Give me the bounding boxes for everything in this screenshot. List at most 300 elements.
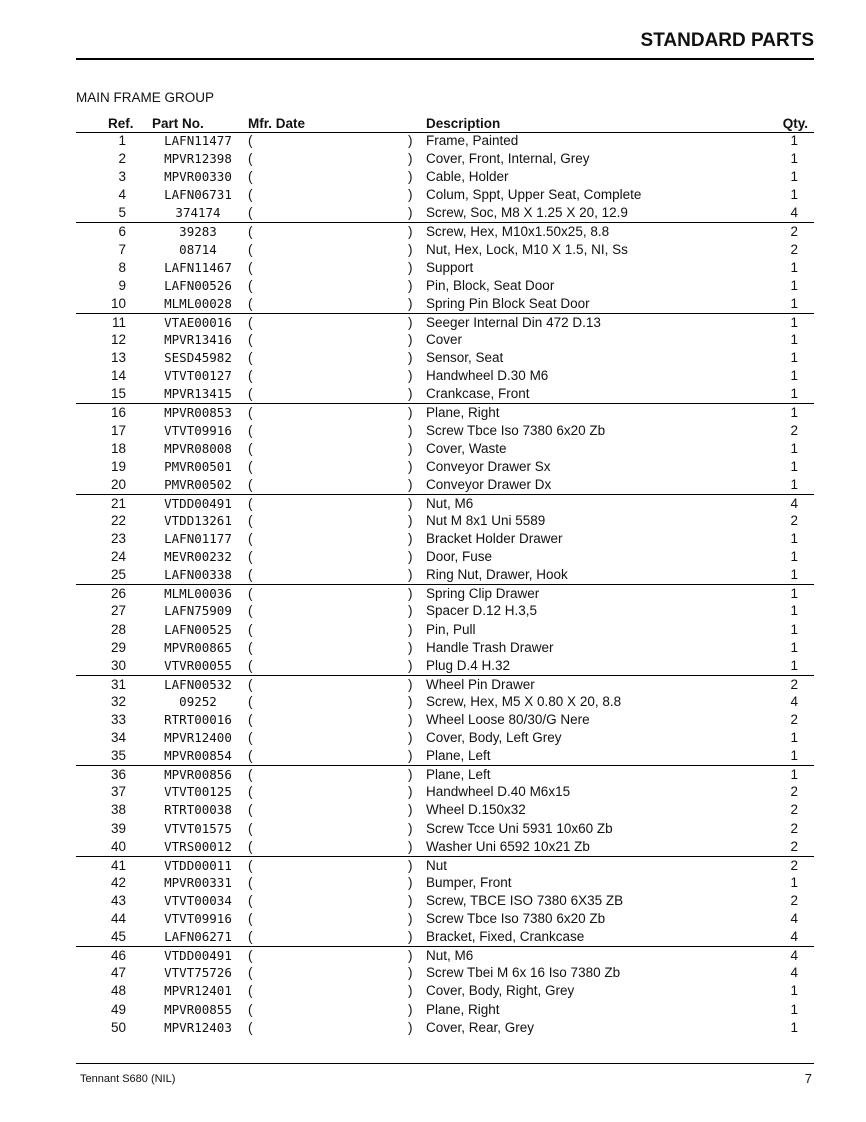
description-cell: Screw, Hex, M10x1.50x25, 8.8 [426, 224, 610, 240]
date-open-paren: ( [248, 820, 253, 836]
part-number-cell: MPVR00865 [164, 639, 232, 655]
date-open-paren: ( [248, 983, 253, 999]
description-cell: Cover, Body, Left Grey [426, 730, 562, 746]
date-open-paren: ( [248, 277, 253, 293]
date-close-paren: ) [408, 422, 413, 438]
part-number-cell: VTDD00011 [164, 857, 232, 873]
description-cell: Crankcase, Front [426, 386, 530, 402]
part-number-cell: LAFN00526 [164, 277, 232, 293]
description-cell: Cover, Body, Right, Grey [426, 983, 575, 999]
date-open-paren: ( [248, 476, 253, 492]
qty-cell: 1 [790, 1019, 798, 1035]
date-open-paren: ( [248, 405, 253, 421]
qty-cell: 1 [790, 314, 798, 330]
description-cell: Screw, Soc, M8 X 1.25 X 20, 12.9 [426, 205, 628, 221]
ref-cell: 8 [118, 259, 126, 275]
qty-cell: 1 [790, 368, 798, 384]
description-cell: Nut [426, 857, 448, 873]
date-open-paren: ( [248, 929, 253, 945]
date-close-paren: ) [408, 838, 413, 854]
date-open-paren: ( [248, 169, 253, 185]
date-close-paren: ) [408, 603, 413, 619]
part-number-cell: SESD45982 [164, 350, 232, 366]
ref-cell: 39 [110, 820, 126, 836]
footer-doc: Tennant S680 (NIL) [80, 1073, 176, 1085]
date-close-paren: ) [408, 676, 413, 692]
qty-cell: 2 [790, 241, 798, 257]
qty-cell: 1 [790, 767, 798, 783]
part-number-cell: VTDD00491 [164, 495, 232, 511]
table-row [76, 856, 814, 874]
col-header-ref: Ref. [108, 116, 134, 131]
date-close-paren: ) [408, 332, 413, 348]
qty-cell: 1 [790, 531, 798, 547]
part-number-cell: MPVR00856 [164, 767, 232, 783]
ref-cell: 45 [110, 929, 126, 945]
ref-cell: 44 [110, 911, 126, 927]
table-row [76, 440, 814, 458]
date-close-paren: ) [408, 857, 413, 873]
description-cell: Washer Uni 6592 10x21 Zb [426, 838, 590, 854]
table-row [76, 385, 814, 403]
table-row [76, 458, 814, 476]
ref-cell: 26 [110, 586, 126, 602]
ref-cell: 31 [110, 676, 126, 692]
qty-cell: 1 [790, 259, 798, 275]
part-number-cell: 08714 [179, 241, 217, 257]
table-row [76, 331, 814, 349]
date-open-paren: ( [248, 892, 253, 908]
date-open-paren: ( [248, 676, 253, 692]
date-close-paren: ) [408, 820, 413, 836]
part-number-cell: RTRT00038 [164, 802, 232, 818]
col-header-part: Part No. [152, 116, 204, 131]
part-number-cell: VTVT09916 [164, 422, 232, 438]
date-open-paren: ( [248, 767, 253, 783]
date-open-paren: ( [248, 838, 253, 854]
ref-cell: 3 [118, 169, 126, 185]
description-cell: Wheel D.150x32 [426, 802, 526, 818]
date-open-paren: ( [248, 350, 253, 366]
part-number-cell: PMVR00501 [164, 458, 232, 474]
description-cell: Screw Tbei M 6x 16 Iso 7380 Zb [426, 965, 621, 981]
description-cell: Handle Trash Drawer [426, 639, 554, 655]
date-close-paren: ) [408, 748, 413, 764]
part-number-cell: MPVR00854 [164, 748, 232, 764]
part-number-cell: MPVR12403 [164, 1019, 232, 1035]
ref-cell: 7 [118, 241, 126, 257]
date-close-paren: ) [408, 965, 413, 981]
part-number-cell: MPVR00855 [164, 1001, 232, 1017]
table-row [76, 566, 814, 584]
col-header-qty: Qty. [782, 116, 808, 131]
date-open-paren: ( [248, 948, 253, 964]
date-close-paren: ) [408, 169, 413, 185]
qty-cell: 1 [790, 603, 798, 619]
description-cell: Pin, Pull [426, 621, 476, 637]
group-title: MAIN FRAME GROUP [76, 90, 215, 105]
ref-cell: 43 [110, 892, 126, 908]
ref-cell: 20 [110, 476, 126, 492]
table-row [76, 621, 814, 639]
description-cell: Spacer D.12 H.3,5 [426, 603, 538, 619]
description-cell: Seeger Internal Din 472 D.13 [426, 314, 601, 330]
date-close-paren: ) [408, 621, 413, 637]
table-row [76, 874, 814, 892]
qty-cell: 4 [790, 948, 798, 964]
date-close-paren: ) [408, 911, 413, 927]
part-number-cell: VTRS00012 [164, 838, 232, 854]
qty-cell: 2 [790, 802, 798, 818]
ref-cell: 21 [110, 495, 126, 511]
table-row [76, 241, 814, 259]
ref-cell: 46 [110, 948, 126, 964]
qty-cell: 1 [790, 549, 798, 565]
date-close-paren: ) [408, 712, 413, 727]
description-cell: Conveyor Drawer Sx [426, 458, 551, 474]
date-open-paren: ( [248, 368, 253, 384]
table-row [76, 729, 814, 747]
qty-cell: 2 [790, 224, 798, 240]
date-close-paren: ) [408, 802, 413, 818]
top-divider [76, 58, 814, 60]
date-close-paren: ) [408, 187, 413, 203]
qty-cell: 4 [790, 965, 798, 981]
date-close-paren: ) [408, 929, 413, 945]
date-close-paren: ) [408, 767, 413, 783]
ref-cell: 50 [110, 1019, 126, 1035]
description-cell: Handwheel D.30 M6 [426, 368, 549, 384]
date-close-paren: ) [408, 386, 413, 402]
qty-cell: 1 [790, 1001, 798, 1017]
table-row [76, 964, 814, 982]
table-row [76, 602, 814, 620]
date-open-paren: ( [248, 603, 253, 619]
date-open-paren: ( [248, 422, 253, 438]
date-open-paren: ( [248, 531, 253, 547]
date-close-paren: ) [408, 440, 413, 456]
part-number-cell: VTVR00055 [164, 657, 232, 673]
table-row [76, 132, 814, 150]
date-close-paren: ) [408, 567, 413, 583]
date-close-paren: ) [408, 531, 413, 547]
date-open-paren: ( [248, 512, 253, 528]
date-open-paren: ( [248, 693, 253, 709]
date-close-paren: ) [408, 693, 413, 709]
ref-cell: 6 [118, 224, 126, 240]
table-row [76, 512, 814, 530]
qty-cell: 2 [790, 838, 798, 854]
qty-cell: 1 [790, 133, 798, 148]
part-number-cell: VTDD00491 [164, 948, 232, 964]
date-close-paren: ) [408, 350, 413, 366]
date-open-paren: ( [248, 567, 253, 583]
date-close-paren: ) [408, 241, 413, 257]
description-cell: Bumper, Front [426, 874, 512, 890]
ref-cell: 17 [110, 422, 126, 438]
table-row [76, 820, 814, 838]
description-cell: Plane, Left [426, 767, 491, 783]
qty-cell: 4 [790, 495, 798, 511]
qty-cell: 2 [790, 512, 798, 528]
ref-cell: 13 [110, 350, 126, 366]
ref-cell: 29 [110, 639, 126, 655]
date-close-paren: ) [408, 639, 413, 655]
part-number-cell: LAFN00525 [164, 621, 232, 637]
date-open-paren: ( [248, 784, 253, 800]
qty-cell: 1 [790, 983, 798, 999]
qty-cell: 4 [790, 929, 798, 945]
table-row [76, 910, 814, 928]
table-row [76, 150, 814, 168]
ref-cell: 40 [110, 838, 126, 854]
qty-cell: 2 [790, 422, 798, 438]
table-row [76, 494, 814, 512]
part-number-cell: MLML00036 [164, 586, 232, 602]
description-cell: Cover, Front, Internal, Grey [426, 151, 590, 167]
date-close-paren: ) [408, 730, 413, 746]
part-number-cell: VTVT01575 [164, 820, 232, 836]
date-open-paren: ( [248, 639, 253, 655]
table-row [76, 946, 814, 964]
ref-cell: 34 [110, 730, 126, 746]
description-cell: Handwheel D.40 M6x15 [426, 784, 571, 800]
col-header-desc: Description [426, 116, 501, 131]
date-close-paren: ) [408, 295, 413, 311]
date-open-paren: ( [248, 241, 253, 257]
part-number-cell: LAFN75909 [164, 603, 232, 619]
date-close-paren: ) [408, 512, 413, 528]
table-row [76, 403, 814, 421]
date-close-paren: ) [408, 948, 413, 964]
table-row [76, 747, 814, 765]
part-number-cell: VTVT00125 [164, 784, 232, 800]
description-cell: Spring Pin Block Seat Door [426, 295, 590, 311]
description-cell: Sensor, Seat [426, 350, 504, 366]
ref-cell: 9 [118, 277, 126, 293]
description-cell: Bracket Holder Drawer [426, 531, 563, 547]
date-close-paren: ) [408, 495, 413, 511]
table-row [76, 928, 814, 946]
part-number-cell: VTDD13261 [164, 512, 232, 528]
date-open-paren: ( [248, 657, 253, 673]
description-cell: Cover, Waste [426, 440, 507, 456]
qty-cell: 1 [790, 586, 798, 602]
table-row [76, 711, 814, 729]
date-open-paren: ( [248, 332, 253, 348]
page-title: STANDARD PARTS [640, 30, 814, 51]
description-cell: Door, Fuse [426, 549, 493, 565]
table-row [76, 639, 814, 657]
date-close-paren: ) [408, 1019, 413, 1035]
description-cell: Cover, Rear, Grey [426, 1019, 535, 1035]
date-open-paren: ( [248, 440, 253, 456]
table-row [76, 422, 814, 440]
date-open-paren: ( [248, 458, 253, 474]
qty-cell: 1 [790, 476, 798, 492]
part-number-cell: LAFN11467 [164, 259, 232, 275]
part-number-cell: 09252 [179, 693, 217, 709]
date-open-paren: ( [248, 1001, 253, 1017]
description-cell: Screw, Hex, M5 X 0.80 X 20, 8.8 [426, 693, 622, 709]
page-number: 7 [804, 1071, 812, 1086]
date-open-paren: ( [248, 187, 253, 203]
part-number-cell: PMVR00502 [164, 476, 232, 492]
table-row [76, 892, 814, 910]
bottom-divider [76, 1063, 814, 1064]
date-close-paren: ) [408, 586, 413, 602]
date-open-paren: ( [248, 314, 253, 330]
ref-cell: 30 [110, 657, 126, 673]
ref-cell: 28 [110, 621, 126, 637]
date-close-paren: ) [408, 784, 413, 800]
date-close-paren: ) [408, 224, 413, 240]
ref-cell: 5 [118, 205, 126, 221]
part-number-cell: MPVR12398 [164, 151, 232, 167]
ref-cell: 24 [110, 549, 126, 565]
table-row [76, 783, 814, 801]
ref-cell: 49 [110, 1001, 126, 1017]
ref-cell: 14 [110, 368, 126, 384]
description-cell: Plane, Right [426, 1001, 500, 1017]
description-cell: Cable, Holder [426, 169, 509, 185]
description-cell: Cover [426, 332, 463, 348]
ref-cell: 23 [110, 531, 126, 547]
ref-cell: 22 [110, 512, 126, 528]
qty-cell: 1 [790, 277, 798, 293]
table-row [76, 295, 814, 313]
date-close-paren: ) [408, 133, 413, 148]
ref-cell: 12 [110, 332, 126, 348]
qty-cell: 4 [790, 911, 798, 927]
description-cell: Conveyor Drawer Dx [426, 476, 552, 492]
date-open-paren: ( [248, 730, 253, 746]
date-close-paren: ) [408, 259, 413, 275]
ref-cell: 36 [110, 767, 126, 783]
date-close-paren: ) [408, 1001, 413, 1017]
description-cell: Nut M 8x1 Uni 5589 [426, 512, 546, 528]
description-cell: Colum, Sppt, Upper Seat, Complete [426, 187, 642, 203]
qty-cell: 1 [790, 151, 798, 167]
ref-cell: 27 [110, 603, 126, 619]
part-number-cell: MPVR13415 [164, 386, 232, 402]
ref-cell: 10 [110, 295, 126, 311]
table-row [76, 530, 814, 548]
table-row [76, 765, 814, 783]
qty-cell: 1 [790, 748, 798, 764]
ref-cell: 38 [110, 802, 126, 818]
table-row [76, 204, 814, 222]
date-open-paren: ( [248, 748, 253, 764]
description-cell: Ring Nut, Drawer, Hook [426, 567, 568, 583]
part-number-cell: LAFN00338 [164, 567, 232, 583]
part-number-cell: VTVT09916 [164, 911, 232, 927]
date-close-paren: ) [408, 205, 413, 221]
date-close-paren: ) [408, 874, 413, 890]
table-row [76, 186, 814, 204]
date-open-paren: ( [248, 224, 253, 240]
qty-cell: 1 [790, 458, 798, 474]
date-open-paren: ( [248, 621, 253, 637]
part-number-cell: VTVT00127 [164, 368, 232, 384]
ref-cell: 15 [110, 386, 126, 402]
qty-cell: 1 [790, 386, 798, 402]
qty-cell: 2 [790, 712, 798, 727]
description-cell: Nut, M6 [426, 948, 474, 964]
table-row [76, 801, 814, 819]
ref-cell: 33 [110, 712, 126, 727]
ref-cell: 18 [110, 440, 126, 456]
qty-cell: 2 [790, 892, 798, 908]
qty-cell: 1 [790, 567, 798, 583]
date-open-paren: ( [248, 857, 253, 873]
part-number-cell: 374174 [175, 205, 221, 221]
date-open-paren: ( [248, 151, 253, 167]
qty-cell: 4 [790, 693, 798, 709]
description-cell: Support [426, 259, 474, 275]
qty-cell: 2 [790, 784, 798, 800]
table-row [76, 657, 814, 675]
date-open-paren: ( [248, 965, 253, 981]
part-number-cell: LAFN06731 [164, 187, 232, 203]
date-close-paren: ) [408, 314, 413, 330]
part-number-cell: MPVR00331 [164, 874, 232, 890]
part-number-cell: VTVT00034 [164, 892, 232, 908]
date-close-paren: ) [408, 277, 413, 293]
table-row [76, 693, 814, 711]
description-cell: Nut, Hex, Lock, M10 X 1.5, NI, Ss [426, 241, 628, 257]
table-row [76, 675, 814, 693]
date-open-paren: ( [248, 386, 253, 402]
table-row [76, 548, 814, 566]
description-cell: Wheel Loose 80/30/G Nere [426, 712, 590, 727]
ref-cell: 25 [110, 567, 126, 583]
ref-cell: 32 [110, 693, 126, 709]
qty-cell: 2 [790, 820, 798, 836]
date-close-paren: ) [408, 657, 413, 673]
description-cell: Nut, M6 [426, 495, 474, 511]
date-close-paren: ) [408, 151, 413, 167]
part-number-cell: MPVR08008 [164, 440, 232, 456]
part-number-cell: LAFN06271 [164, 929, 232, 945]
part-number-cell: VTAE00016 [164, 314, 232, 330]
qty-cell: 1 [790, 657, 798, 673]
qty-cell: 1 [790, 332, 798, 348]
table-row [76, 476, 814, 494]
part-number-cell: MPVR12401 [164, 983, 232, 999]
date-open-paren: ( [248, 802, 253, 818]
table-row [76, 367, 814, 385]
description-cell: Wheel Pin Drawer [426, 676, 535, 692]
part-number-cell: LAFN01177 [164, 531, 232, 547]
date-open-paren: ( [248, 133, 253, 148]
qty-cell: 4 [790, 205, 798, 221]
description-cell: Plane, Right [426, 405, 500, 421]
description-cell: Plane, Left [426, 748, 491, 764]
part-number-cell: 39283 [179, 224, 217, 240]
date-open-paren: ( [248, 586, 253, 602]
qty-cell: 1 [790, 874, 798, 890]
qty-cell: 2 [790, 857, 798, 873]
part-number-cell: MEVR00232 [164, 549, 232, 565]
part-number-cell: MPVR00853 [164, 405, 232, 421]
ref-cell: 37 [110, 784, 126, 800]
description-cell: Pin, Block, Seat Door [426, 277, 555, 293]
qty-cell: 1 [790, 440, 798, 456]
date-close-paren: ) [408, 368, 413, 384]
parts-table [76, 132, 814, 1037]
date-open-paren: ( [248, 495, 253, 511]
